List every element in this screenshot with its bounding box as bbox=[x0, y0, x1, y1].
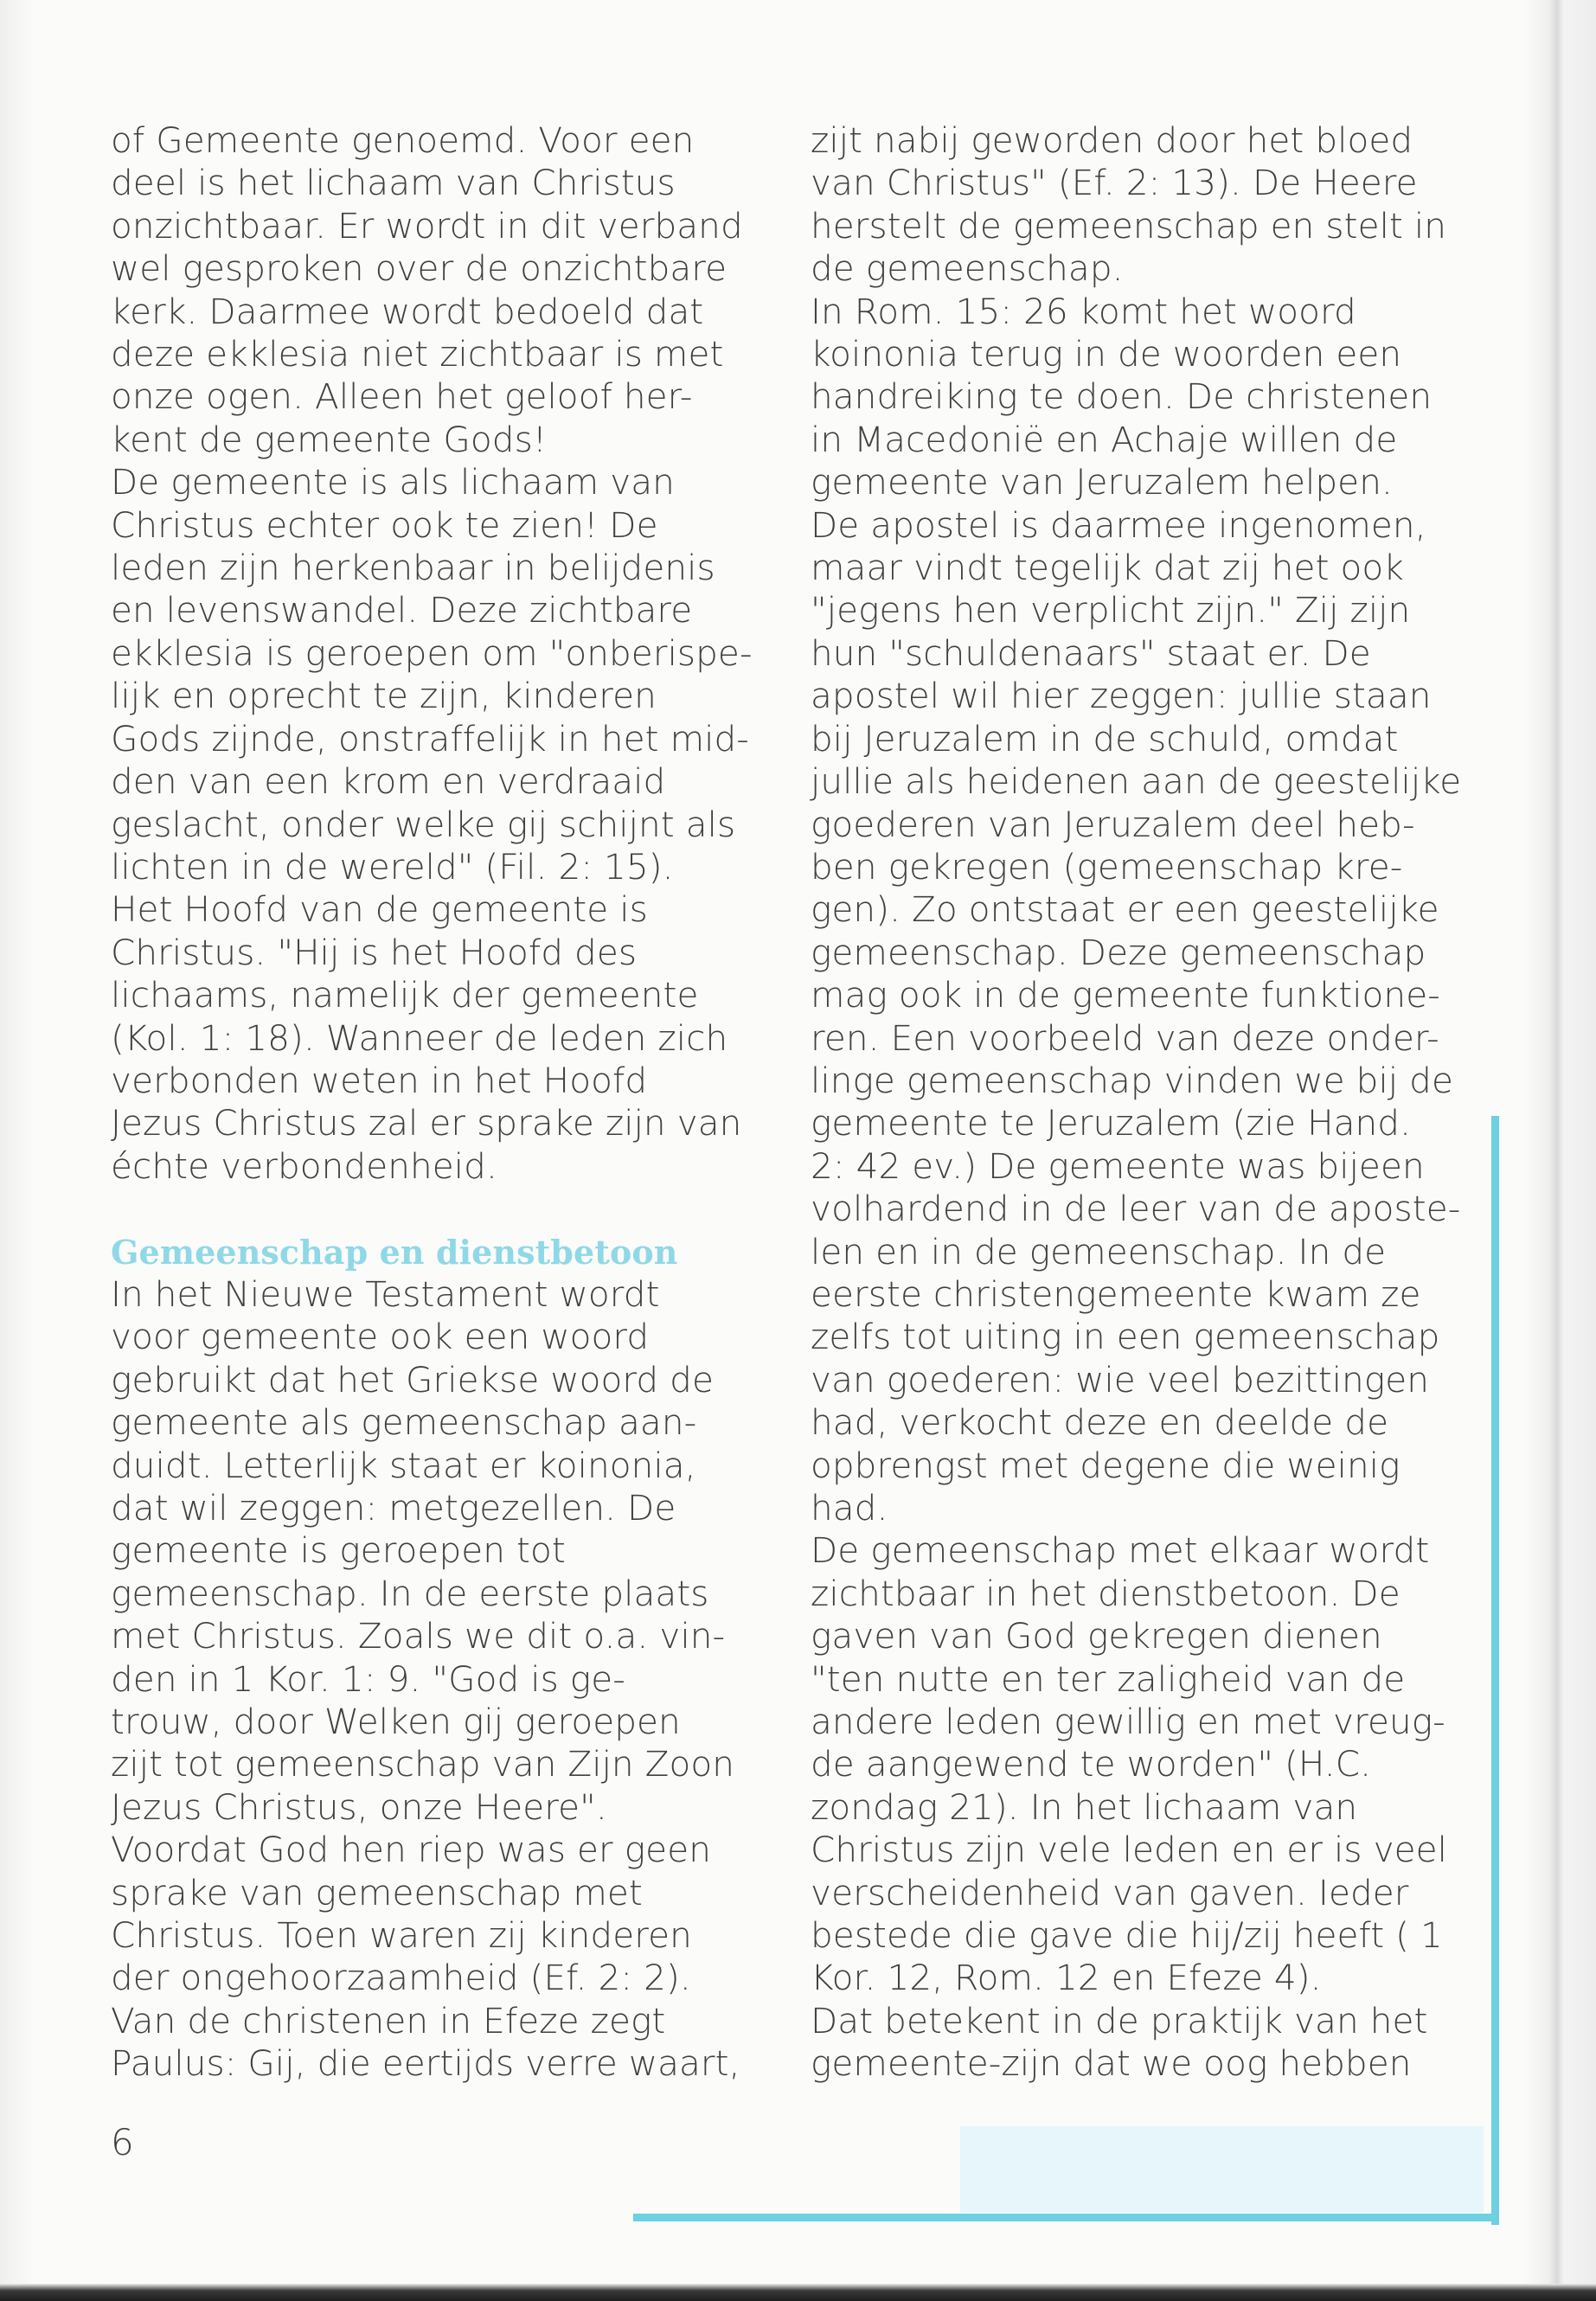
text-line: gemeente als gemeenschap aan- bbox=[111, 1401, 697, 1444]
right-column bbox=[811, 119, 1468, 2086]
text-line: gemeente is geroepen tot bbox=[111, 1529, 566, 1572]
text-line: Jezus Christus zal er sprake zijn van bbox=[111, 1102, 742, 1144]
text-line: hun "schuldenaars" staat er. De bbox=[811, 631, 1371, 674]
text-line: duidt. Letterlijk staat er koinonia, bbox=[111, 1444, 696, 1486]
text-line: zijt tot gemeenschap van Zijn Zoon bbox=[111, 1743, 735, 1785]
text-line: gemeente van Jeruzalem helpen. bbox=[811, 461, 1393, 503]
decorative-vertical-rule bbox=[1491, 1116, 1499, 2225]
text-line: Kor. 12, Rom. 12 en Efeze 4). bbox=[811, 1957, 1322, 1999]
text-line: opbrengst met degene die weinig bbox=[811, 1444, 1401, 1486]
text-line: kent de gemeente Gods! bbox=[111, 418, 548, 460]
text-line: deel is het lichaam van Christus bbox=[111, 162, 676, 204]
text-line: len en in de gemeenschap. In de bbox=[811, 1230, 1387, 1272]
text-line: gaven van God gekregen dienen bbox=[811, 1615, 1382, 1657]
text-line: ekklesia is geroepen om "onberispe- bbox=[111, 631, 753, 674]
text-line: wel gesproken over de onzichtbare bbox=[111, 247, 727, 290]
text-line: In het Nieuwe Testament wordt bbox=[111, 1272, 660, 1315]
text-line: trouw, door Welken gij geroepen bbox=[111, 1701, 681, 1743]
text-line: herstelt de gemeenschap en stelt in bbox=[811, 204, 1447, 247]
text-line: gen). Zo ontstaat er een geestelijke bbox=[811, 888, 1439, 931]
text-line: Christus. "Hij is het Hoofd des bbox=[111, 931, 638, 973]
decorative-horizontal-rule bbox=[633, 2214, 1499, 2221]
text-line: goederen van Jeruzalem deel heb- bbox=[811, 803, 1415, 845]
text-line: volhardend in de leer van de aposte- bbox=[811, 1188, 1461, 1230]
text-line: "jegens hen verplicht zijn." Zij zijn bbox=[811, 589, 1411, 631]
text-line: de gemeenschap. bbox=[811, 247, 1124, 290]
text-line: linge gemeenschap vinden we bij de bbox=[811, 1059, 1453, 1101]
text-line: Paulus: Gij, die eertijds verre waart, bbox=[111, 2042, 740, 2085]
text-line: en levenswandel. Deze zichtbare bbox=[111, 589, 693, 631]
text-line: ben gekregen (gemeenschap kre- bbox=[811, 845, 1403, 888]
text-line: geslacht, onder welke gij schijnt als bbox=[111, 803, 736, 845]
text-line: 2: 42 ev.) De gemeente was bijeen bbox=[811, 1144, 1425, 1187]
text-line: zichtbaar in het dienstbetoon. De bbox=[811, 1572, 1401, 1614]
text-line: gemeenschap. In de eerste plaats bbox=[111, 1572, 709, 1614]
text-line: gemeente te Jeruzalem (zie Hand. bbox=[811, 1102, 1412, 1144]
text-line: ren. Een voorbeeld van deze onder- bbox=[811, 1016, 1439, 1059]
text-line: leden zijn herkenbaar in belijdenis bbox=[111, 547, 715, 589]
text-line: kerk. Daarmee wordt bedoeld dat bbox=[111, 290, 704, 332]
text-line: maar vindt tegelijk dat zij het ook bbox=[811, 547, 1404, 589]
text-line: de aangewend te worden" (H.C. bbox=[811, 1743, 1372, 1785]
decorative-tint-box bbox=[960, 2126, 1484, 2213]
text-line: mag ook in de gemeente funktione- bbox=[811, 974, 1440, 1016]
text-line: onze ogen. Alleen het geloof her- bbox=[111, 375, 693, 418]
text-line: Jezus Christus, onze Heere". bbox=[111, 1785, 607, 1828]
text-line: "ten nutte en ter zaligheid van de bbox=[811, 1657, 1406, 1700]
text-line: bestede die gave die hij/zij heeft ( 1 bbox=[811, 1914, 1443, 1957]
text-line: (Kol. 1: 18). Wanneer de leden zich bbox=[111, 1016, 728, 1059]
text-line: échte verbondenheid. bbox=[111, 1144, 497, 1187]
text-line: zondag 21). In het lichaam van bbox=[811, 1785, 1358, 1828]
text-line: den in 1 Kor. 1: 9. "God is ge- bbox=[111, 1657, 625, 1700]
text-line: Gods zijnde, onstraffelijk in het mid- bbox=[111, 717, 750, 760]
text-line: zelfs tot uiting in een gemeenschap bbox=[811, 1316, 1440, 1358]
text-line: of Gemeente genoemd. Voor een bbox=[111, 119, 695, 161]
text-line: deze ekklesia niet zichtbaar is met bbox=[111, 333, 724, 375]
text-line: den van een krom en verdraaid bbox=[111, 760, 666, 803]
text-line: Christus. Toen waren zij kinderen bbox=[111, 1914, 692, 1957]
text-line: dat wil zeggen: metgezellen. De bbox=[111, 1486, 676, 1529]
paragraph-gap bbox=[111, 1188, 751, 1230]
text-line: der ongehoorzaamheid (Ef. 2: 2). bbox=[111, 1957, 691, 1999]
text-line: lijk en oprecht te zijn, kinderen bbox=[111, 675, 657, 717]
text-line: jullie als heidenen aan de geestelijke bbox=[811, 760, 1462, 803]
text-line: koinonia terug in de woorden een bbox=[811, 333, 1402, 375]
text-line: eerste christengemeente kwam ze bbox=[811, 1272, 1421, 1315]
text-line: zijt nabij geworden door het bloed bbox=[811, 119, 1413, 161]
left-paragraph-2 bbox=[111, 1273, 751, 2086]
text-line: bij Jeruzalem in de schuld, omdat bbox=[811, 717, 1399, 760]
text-line: De gemeenschap met elkaar wordt bbox=[811, 1529, 1430, 1572]
text-line: Van de christenen in Efeze zegt bbox=[111, 1999, 666, 2041]
text-line: van goederen: wie veel bezittingen bbox=[811, 1358, 1430, 1400]
text-line: gebruikt dat het Griekse woord de bbox=[111, 1358, 715, 1400]
page-number: 6 bbox=[111, 2121, 134, 2163]
text-line: De gemeente is als lichaam van bbox=[111, 461, 675, 503]
text-line: lichten in de wereld" (Fil. 2: 15). bbox=[111, 845, 674, 888]
text-line: had. bbox=[811, 1487, 888, 1529]
text-line: Voordat God hen riep was er geen bbox=[111, 1829, 711, 1871]
text-line: In Rom. 15: 26 komt het woord bbox=[811, 290, 1356, 332]
text-line: handreiking te doen. De christenen bbox=[811, 375, 1433, 418]
scan-edge-strip bbox=[0, 2284, 1596, 2301]
text-line: Christus zijn vele leden en er is veel bbox=[811, 1829, 1448, 1871]
text-line: Dat betekent in de praktijk van het bbox=[811, 1999, 1428, 2041]
text-line: Christus echter ook te zien! De bbox=[111, 503, 658, 546]
text-line: andere leden gewillig en met vreug- bbox=[811, 1701, 1445, 1743]
text-line: had, verkocht deze en deelde de bbox=[811, 1401, 1389, 1444]
text-line: verscheidenheid van gaven. Ieder bbox=[811, 1871, 1409, 1913]
text-line: lichaams, namelijk der gemeente bbox=[111, 974, 699, 1016]
text-line: gemeenschap. Deze gemeenschap bbox=[811, 931, 1426, 973]
text-line: apostel wil hier zeggen: jullie staan bbox=[811, 675, 1432, 717]
text-line: De apostel is daarmee ingenomen, bbox=[811, 503, 1426, 546]
section-heading: Gemeenschap en dienstbetoon bbox=[111, 1232, 678, 1272]
text-line: van Christus" (Ef. 2: 13). De Heere bbox=[811, 162, 1418, 204]
left-paragraph-1 bbox=[111, 119, 751, 1188]
text-line: in Macedonië en Achaje willen de bbox=[811, 418, 1398, 460]
text-line: onzichtbaar. Er wordt in dit verband bbox=[111, 204, 743, 247]
text-line: verbonden weten in het Hoofd bbox=[111, 1059, 648, 1101]
text-line: Het Hoofd van de gemeente is bbox=[111, 888, 648, 931]
text-line: sprake van gemeenschap met bbox=[111, 1871, 643, 1913]
text-line: met Christus. Zoals we dit o.a. vin- bbox=[111, 1615, 726, 1657]
left-column bbox=[111, 119, 751, 2086]
text-line: voor gemeente ook een woord bbox=[111, 1316, 650, 1358]
text-line: gemeente-zijn dat we oog hebben bbox=[811, 2042, 1412, 2085]
